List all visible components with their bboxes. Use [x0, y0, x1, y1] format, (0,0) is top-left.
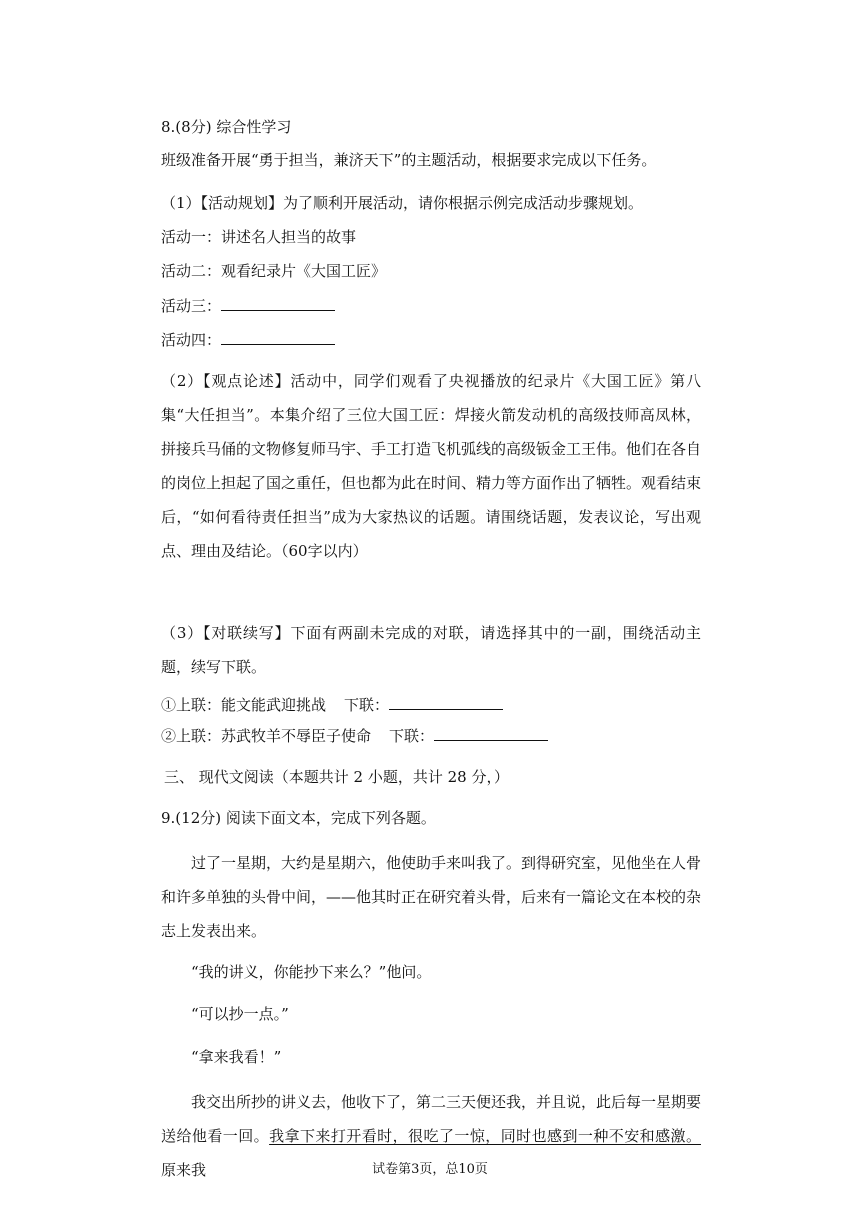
question-9-header: 9.(12分) 阅读下面文本，完成下列各题。 — [161, 809, 436, 827]
reading-paragraph-4: “拿来我看！” — [191, 1048, 282, 1066]
question-8-intro: 班级准备开展“勇于担当，兼济天下”的主题活动，根据要求完成以下任务。 — [161, 151, 657, 169]
activity-1: 活动一：讲述名人担当的故事 — [161, 228, 357, 246]
couplet-2-lower-label: 下联： — [389, 727, 435, 745]
activity-3-label: 活动三： — [161, 297, 222, 315]
reading-paragraph-1: 过了一星期，大约是星期六，他使助手来叫我了。到得研究室，见他坐在人骨和许多单独的头骨中间，——他其时正在研究着头骨，后来有一篇论文在本校的杂志上发表出来。 — [161, 854, 702, 940]
couplet-1-answer-blank[interactable] — [389, 694, 503, 710]
part-1-title: （1）【活动规划】为了顺利开展活动，请你根据示例完成活动步骤规划。 — [161, 194, 644, 212]
paragraph-5-continuation: 原来我 — [161, 1161, 207, 1179]
couplet-2-answer-blank[interactable] — [434, 725, 548, 741]
couplet-1-lower-label: 下联： — [344, 696, 390, 714]
underlined-sentence: 我拿下来打开看时，很吃了一惊，同时也感到一种不安和感激。 — [269, 1127, 701, 1145]
activity-2: 活动二：观看纪录片《大国工匠》 — [161, 262, 387, 280]
couplet-2-upper: ②上联：苏武牧羊不辱臣子使命 — [161, 727, 372, 745]
activity-4 — [161, 329, 335, 350]
activity-4-answer-blank[interactable] — [221, 329, 335, 345]
reading-paragraph-2: “我的讲义，你能抄下来么？”他问。 — [191, 963, 432, 981]
couplet-1-upper: ①上联：能文能武迎挑战 — [161, 696, 327, 714]
activity-3-answer-blank[interactable] — [221, 295, 335, 311]
part-2-text: （2）【观点论述】活动中，同学们观看了央视播放的纪录片《大国工匠》第八集“大任担当”。本集介绍了三位大国工匠：焊接火箭发动机的高级技师高凤林，拼接兵马俑的文物修复师马宇、手工打造飞机弧线的高级钣金工王伟。他们在各自的岗位上担起了国之重任，但也都为此在时间、精力等方面作出了牺牲。观看结束后，“如何看待责任担当”成为大家热议的话题。请围绕话题，发表议论，写出观点、理由及结论。（60字以内） — [161, 372, 702, 560]
activity-4-label: 活动四： — [161, 331, 222, 349]
question-8-header: 8.(8分) 综合性学习 — [161, 118, 292, 136]
couplet-1 — [161, 694, 503, 715]
section-3-header: 三、 现代文阅读（本题共计 2 小题，共计 28 分，） — [164, 768, 509, 786]
page-footer: 试卷第3页，总10页 — [372, 1162, 488, 1177]
activity-3 — [161, 295, 335, 316]
reading-paragraph-3: “可以抄一点。” — [191, 1005, 289, 1023]
paragraph-5-text: 我交出所抄的讲义去，他收下了，第二三天便还我，并且说，此后每一星期要送给他看一回。 — [161, 1093, 702, 1145]
couplet-2 — [161, 725, 548, 746]
part-3-text: （3）【对联续写】下面有两副未完成的对联，请选择其中的一副，围绕活动主题，续写下联。 — [161, 624, 701, 676]
